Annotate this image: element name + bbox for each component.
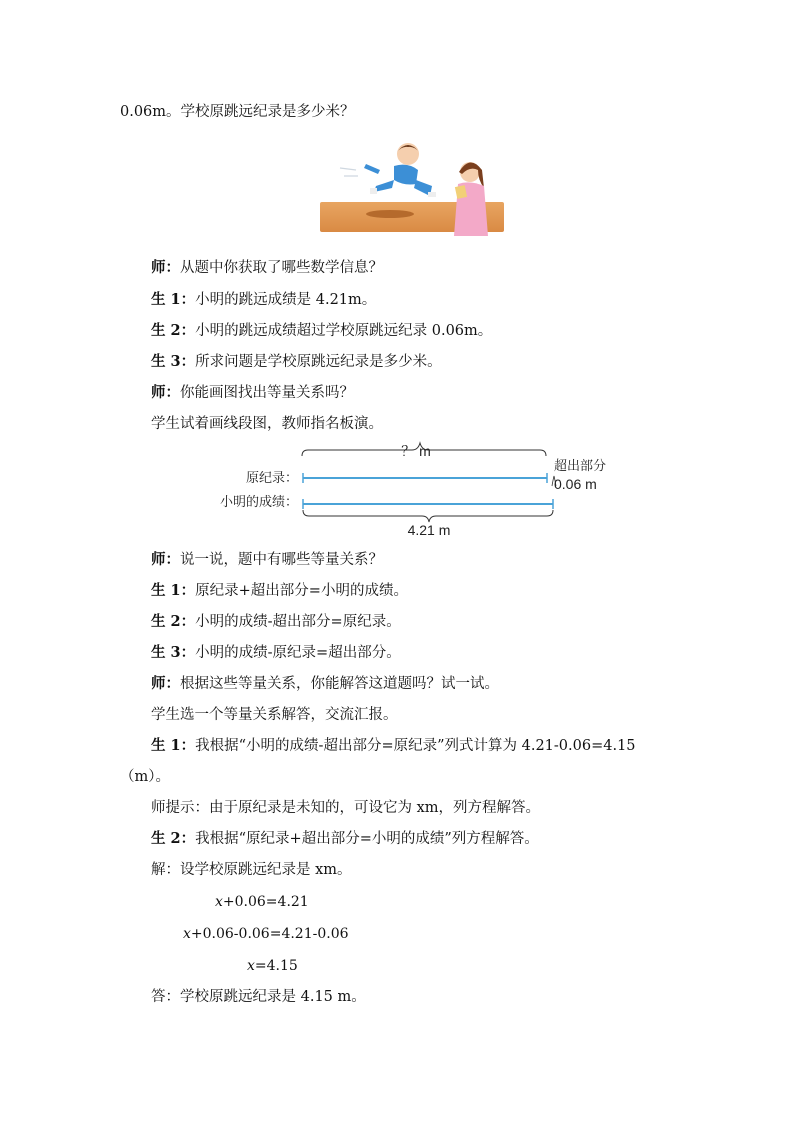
question-text: 说一说，题中有哪些等量关系？: [180, 552, 383, 568]
student-answer: 我根据“小明的成绩-超出部分=原纪录”列式计算为 4.21-0.06=4.15: [195, 738, 636, 754]
instruction-note: 学生选一个等量关系解答，交流汇报。: [151, 707, 398, 723]
teacher-label: 师：: [151, 551, 180, 568]
teacher-hint: 师提示：由于原纪录是未知的，可设它为 xm，列方程解答。: [151, 800, 541, 816]
teacher-label: 师：: [151, 675, 180, 692]
student-label: 生 1：: [151, 291, 196, 308]
total-length-label: 4.21 m: [407, 522, 451, 538]
student-answer: 所求问题是学校原跳远纪录是多少米。: [195, 354, 442, 370]
equation-line-2: x+0.06-0.06=4.21-0.06: [183, 926, 349, 942]
student-answer: 小明的跳远成绩超过学校原跳远纪录 0.06m。: [195, 323, 493, 339]
student-answer: 小明的成绩-原纪录=超出部分。: [195, 645, 401, 661]
student-answer: 小明的成绩-超出部分=原纪录。: [195, 614, 401, 630]
question-text: 根据这些等量关系，你能解答这道题吗？试一试。: [180, 676, 499, 692]
unit-continuation: （m）。: [120, 769, 170, 785]
unknown-length-label: ？ m: [401, 443, 431, 459]
intro-line: 0.06m。学校原跳远纪录是多少米？: [120, 104, 355, 120]
instruction-note: 学生试着画线段图，教师指名板演。: [151, 416, 383, 432]
equation-line-1: x+0.06=4.21: [215, 894, 309, 910]
original-record-label: 原纪录：: [245, 470, 298, 485]
student-label: 生 3：: [151, 353, 196, 370]
student-label: 生 2：: [151, 830, 196, 847]
solution-intro: 解：设学校原跳远纪录是 xm。: [151, 862, 352, 878]
student-label: 生 2：: [151, 322, 196, 339]
xiaoming-score-label: 小明的成绩：: [219, 494, 298, 509]
equation-line-3: x=4.15: [247, 958, 298, 974]
student-label: 生 2：: [151, 613, 196, 630]
student-answer: 我根据“原纪录+超出部分=小明的成绩”列方程解答。: [195, 831, 539, 847]
student-label: 生 1：: [151, 737, 196, 754]
question-text: 你能画图找出等量关系吗？: [180, 385, 354, 401]
excess-value-label: 0.06 m: [554, 476, 597, 492]
student-answer: 原纪录+超出部分=小明的成绩。: [195, 583, 408, 599]
question-text: 从题中你获取了哪些数学信息？: [180, 260, 383, 276]
student-label: 生 3：: [151, 644, 196, 661]
excess-part-label: 超出部分: [554, 458, 607, 473]
student-answer: 小明的跳远成绩是 4.21m。: [195, 292, 377, 308]
final-answer: 答：学校原跳远纪录是 4.15 m。: [151, 989, 366, 1005]
student-label: 生 1：: [151, 582, 196, 599]
line-segment-diagram: [200, 440, 620, 540]
teacher-label: 师：: [151, 259, 180, 276]
teacher-label: 师：: [151, 384, 180, 401]
boy-long-jump-and-girl-recording-icon: [320, 140, 504, 238]
